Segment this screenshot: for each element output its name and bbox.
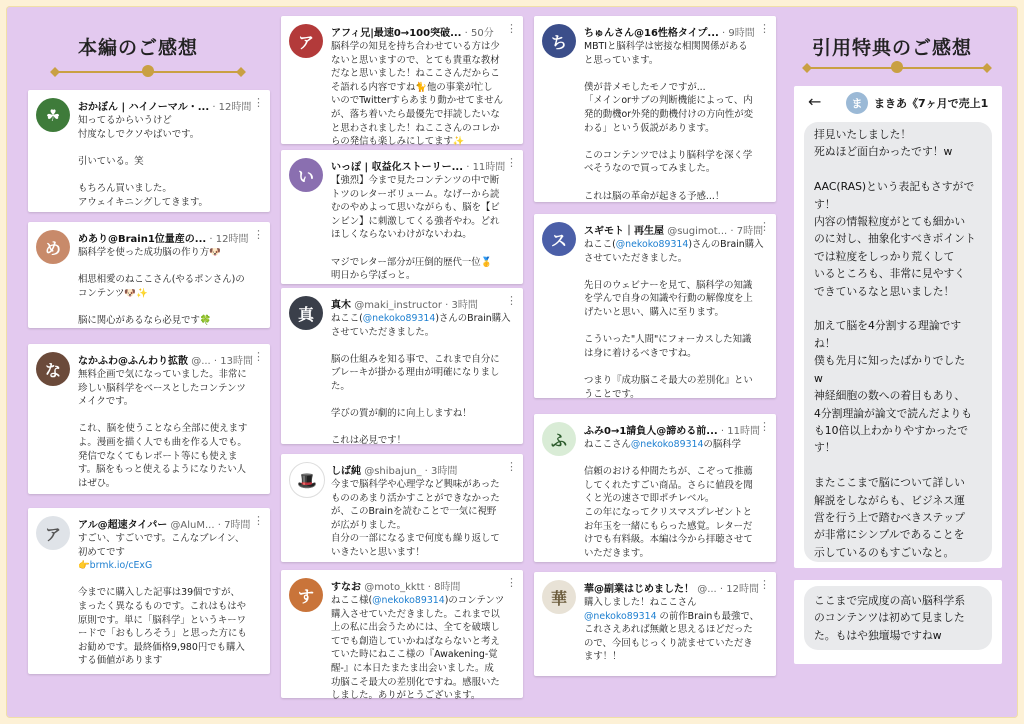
- heading-ornament-right: [802, 63, 992, 73]
- more-vertical-icon[interactable]: ⋮: [759, 220, 770, 233]
- mention-link[interactable]: @nekoko89314: [584, 610, 657, 622]
- tweet-header: おかぼん | ハイノーマル・... · 12時間: [78, 102, 252, 113]
- tweet-card[interactable]: [28, 508, 270, 674]
- avatar: め: [36, 230, 70, 264]
- tweet-text: MBTIと脳科学は密接な相関関係がある と思っています。 僕が昔メモしたモノですが... 「メインorサブの判断機能によって、内 発的動機or外発的動機付けの方向性が変 わる」という仮説があります。 このコンテンツではより脳科学を深く学 べそうなので買ってみました。 これは脳の革命が起きる予感...！: [584, 41, 753, 202]
- avatar: ☘: [36, 98, 70, 132]
- tweet-text: 無料企画で気になっていました。非常に 珍しい脳科学をベースとしたコンテンツ メイクです。 これ、脳を使うことなら全部に使えます よ。漫画を描く人でも曲を作る人でも。 発信でなくてもレポート等にも使えま す。脳をもっと使えるようになりたい人 はぜひ。: [78, 369, 248, 489]
- mention-link[interactable]: @nekoko89314: [630, 439, 704, 450]
- tweet-header: しば純 @shibajun_ · 3時間: [331, 466, 458, 477]
- avatar: 🎩: [289, 462, 325, 498]
- more-vertical-icon[interactable]: ⋮: [506, 460, 517, 473]
- more-vertical-icon[interactable]: ⋮: [759, 420, 770, 433]
- tweet-card[interactable]: [281, 570, 523, 702]
- more-vertical-icon[interactable]: ⋮: [506, 156, 517, 169]
- tweet-card[interactable]: [534, 16, 776, 202]
- dm-message-bubble: ここまで完成度の高い脳科学系 のコンテンツは初めて見ました た。もはや独壇場ですねw: [804, 586, 992, 650]
- tweet-header: ふみ0→1請負人@諦める前... · 11時間: [584, 426, 760, 437]
- heading-ornament-left: [50, 67, 246, 77]
- avatar: ふ: [542, 422, 576, 456]
- tweet-card[interactable]: [28, 222, 270, 328]
- avatar: ア: [289, 24, 323, 58]
- tweet-card[interactable]: [281, 454, 523, 562]
- tweet-text: 知ってるからいうけど 忖度なしでクソやばいです。 引いている。笑 もちろん買いました。 アウェイキニングしてきます。: [78, 115, 208, 208]
- dm-message-bubble: 拝見いたしました！ 死ぬほど面白かったです！w AAC(RAS)という表記もさすがで す！ 内容の情報粒度がとても細かい のに対し、抽象化すべきポイント では粒度をしっかり荒くして いるところも、非常に見やすく できているなと思いました！ 加えて脳を4分割する理論です ね！ 僕も先月に知ったばかりでした w 神経細胞の数への着目もあり、 4分割理論が論文で読んだよりも も10倍以上わかりやすかったで す！ またここまで脳について詳しい 解説をしながらも、ビジネス運 営を行う上で踏むべきステップ が非常にシンプルであることを 示しているのもすごいなと。: [804, 122, 992, 562]
- avatar: ま: [846, 92, 868, 114]
- mention-link[interactable]: @nekoko89314: [615, 239, 689, 250]
- heading-quote-bonus-reviews: 引用特典のご感想: [811, 37, 972, 59]
- tweet-text: すごい、すごいです。こんなブレイン、 初めてです 👉brmk.io/cExG 今までに購入した記事は39個ですが、 まったく異なるものです。これはもはや 原則です。単に「脳科学」というキーワ ードで「おもしろそう」と思った方にも お勧めです。最終価格9,980円でも購入 する価値があります: [78, 533, 247, 667]
- tweet-card[interactable]: [534, 572, 776, 676]
- mention-link[interactable]: @nekoko89314: [362, 313, 436, 324]
- tweet-card[interactable]: [534, 214, 776, 398]
- tweet-card[interactable]: [281, 150, 523, 284]
- tweet-header: スギモト｜再生屋 @sugimot... · 7時間: [584, 226, 764, 237]
- more-vertical-icon[interactable]: ⋮: [253, 350, 264, 363]
- more-vertical-icon[interactable]: ⋮: [253, 96, 264, 109]
- tweet-header: 華@副業はじめました！ @... · 12時間: [584, 584, 760, 595]
- tweet-card[interactable]: [28, 90, 270, 212]
- heading-main-reviews: 本編のご感想: [77, 37, 198, 59]
- dm-panel: [794, 580, 1002, 664]
- avatar: ス: [542, 222, 576, 256]
- tweet-text: ねここさん@nekoko89314の脳科学 信頼のおける仲間たちが、こぞって推薦 してくれたすごい商品。さらに値段を聞 くと光の速さで即ポチレベル。 この年になってクリスマスプレゼントと お年玉を一緒にもらった感覚。レターだ けでも有料級。本編は今から拝聴させて いただきます。: [584, 439, 753, 559]
- tweet-text: ねここ(@nekoko89314)さんのBrain購入 させていただきました。 先日のウェビナーを見て、脳科学の知識 を学んで自身の知識や行動の解像度を上 げたいと思い、購入に至ります。 こういった"人間"にフォーカスした知識 は身に着けるべきですね。 つまり『成功脳こそ最大の差別化』とい うことです。: [584, 239, 764, 400]
- tweet-card[interactable]: [534, 414, 776, 562]
- tweet-text: 今まで脳科学や心理学など興味があった もののあまり活かすことができなかった が、このBrainを読むことで一気に視野 が広がりました。 自分の一部になるまで何度も繰り返して いきたいと思います！: [331, 479, 500, 558]
- mention-link[interactable]: @nekoko89314: [372, 595, 445, 606]
- avatar: す: [289, 578, 323, 612]
- more-vertical-icon[interactable]: ⋮: [506, 22, 517, 35]
- tweet-header: アル@超速タイパー @AluM... · 7時間: [78, 520, 251, 531]
- tweet-header: めあり@Brain1位量産の... · 12時間: [78, 234, 249, 245]
- avatar: 真: [289, 296, 323, 330]
- more-vertical-icon[interactable]: ⋮: [759, 22, 770, 35]
- more-vertical-icon[interactable]: ⋮: [253, 514, 264, 527]
- tweet-text: ねここ(@nekoko89314)さんのBrain購入 させていただきました。 脳の仕組みを知る事で、これまで自分に ブレーキが掛かる理由が明確になりまし た。 学びの質が劇的に向上しますね！ これは必見です！: [331, 313, 511, 447]
- tweet-header: 真木 @maki_instructor · 3時間: [331, 300, 478, 311]
- tweet-header: いっぽ | 収益化ストーリー... · 11時間: [331, 162, 506, 173]
- avatar: ア: [36, 516, 70, 550]
- avatar: 華: [542, 580, 576, 614]
- more-vertical-icon[interactable]: ⋮: [506, 576, 517, 589]
- avatar: い: [289, 158, 323, 192]
- tweet-text: ねここ様(@nekoko89314)のコンテンツ 購入させていただきました。これまで以 上の私に出会うためには、全てを破壊し てでも創造していかねばならないと考え ていた時にねここ様の『Awakening-覚 醒-』に本日たまたま出会いました。成 功脳こそ最大の差別化ですね。感服いた しました。ありがとうございます。: [331, 595, 505, 702]
- more-vertical-icon[interactable]: ⋮: [759, 578, 770, 591]
- dm-panel: [794, 86, 1002, 568]
- more-vertical-icon[interactable]: ⋮: [506, 294, 517, 307]
- tweet-text: 脳科学を使った成功脳の作り方🐶 相思相愛のねここさん(やるポンさん)の コンテンツ🐶✨ 脳に関心があるなら必見です🍀: [78, 247, 245, 326]
- tweet-link[interactable]: 👉brmk.io/cExG: [78, 560, 153, 572]
- tweet-text: 【強烈】今まで見たコンテンツの中で断 トツのレターボリューム。なげーから読 むのやめよって思いながらも、脳を【ビ ンビン】に刺激してくる強者やわ。どれ ほしくならないわけがないわね。 マジでレター部分が圧倒的歴代一位🥇 明日から学ぼっと。: [331, 175, 500, 282]
- more-vertical-icon[interactable]: ⋮: [253, 228, 264, 241]
- avatar: な: [36, 352, 70, 386]
- tweet-card[interactable]: [281, 288, 523, 447]
- tweet-text: 脳科学の知見を持ち合わせている方は少 ないと思いますので、とても貴重な教材 だなと思いました！ねここさんだからこ そ語れる内容ですね🐈他の事業が忙し いのでTwitterすらあまり動かせてません が、落ち着いたら最優先で拝読したいな と思わされました！ねここさんのコレか らの発信も楽しみにしてます✨: [331, 41, 504, 148]
- tweet-card[interactable]: [28, 344, 270, 494]
- back-arrow-icon[interactable]: ←: [808, 92, 822, 111]
- tweet-header: なかふわ@ふんわり拡散 @... · 13時間: [78, 356, 254, 367]
- tweet-text: 購入しました！ねここさん @nekoko89314 の前作Brainも最強で、 これさえあれば無敵と思えるほどだった ので、今回もじっくり読ませていただき ます！！: [584, 597, 759, 663]
- tweet-header: ちゅんさん@16性格タイプ... · 9時間: [584, 28, 755, 39]
- dm-contact-name: まきあ《7ヶ月で売上1: [874, 97, 989, 110]
- tweet-header: すなお @moto_kktt · 8時間: [331, 582, 461, 593]
- tweet-header: アフィ兄|最速0→100突破... · 50分: [331, 28, 494, 39]
- tweet-card[interactable]: [281, 16, 523, 148]
- avatar: ち: [542, 24, 576, 58]
